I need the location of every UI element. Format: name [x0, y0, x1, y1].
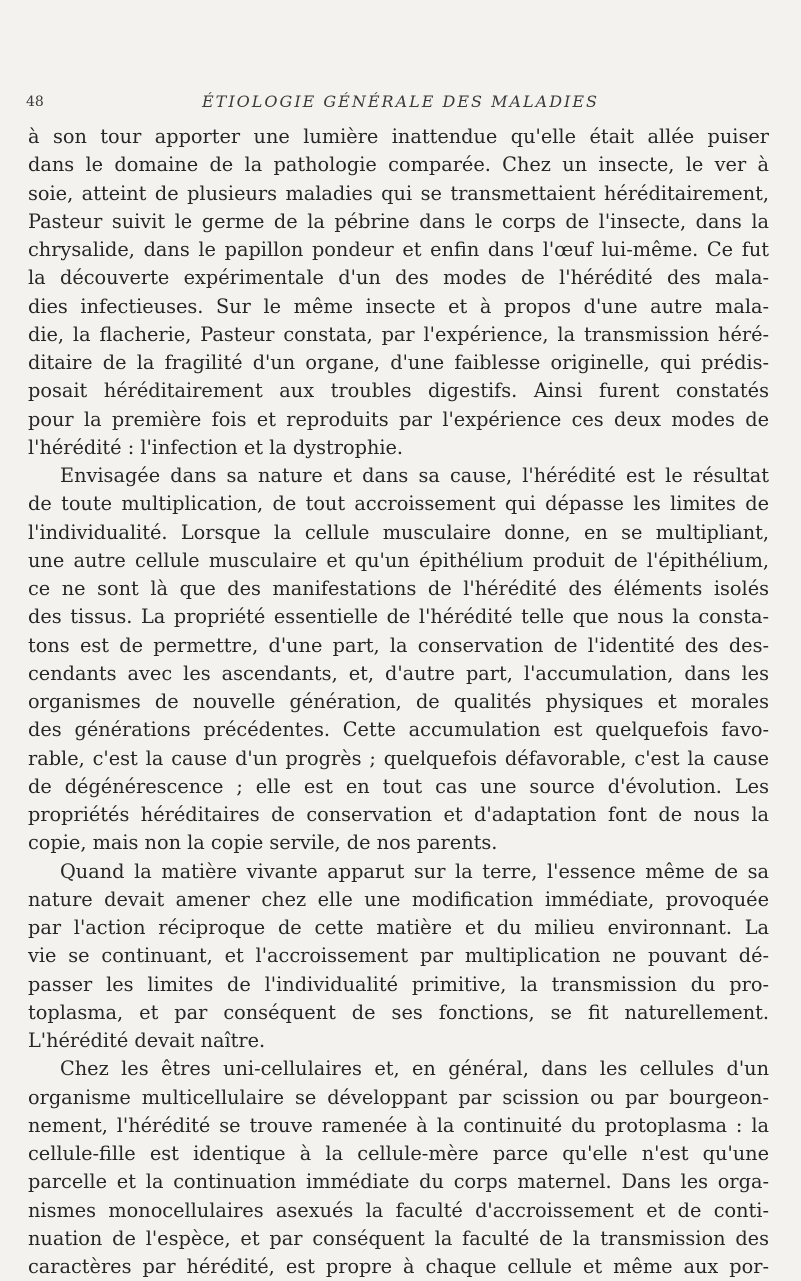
text-line: nement, l'hérédité se trouve ramenée à la continuité du protoplasma : la — [28, 1113, 769, 1137]
text-line: une autre cellule musculaire et qu'un épithélium produit de l'épithélium, — [28, 548, 769, 572]
text-line: organisme multicellulaire se développant par scission ou par bourgeon- — [28, 1085, 769, 1109]
text-line: par l'action réciproque de cette matière et du milieu environnant. La — [28, 916, 769, 939]
text-line: de dégénérescence ; elle est en tout cas une source d'évolution. Les — [28, 774, 769, 798]
page-number: 48 — [26, 94, 44, 110]
text-line: die, la flacherie, Pasteur constata, par l'expérience, la transmission héré- — [28, 322, 769, 346]
text-line: cendants avec les ascendants, et, d'autre part, l'accumulation, dans les — [28, 661, 769, 685]
text-line: des générations précédentes. Cette accumulation est quelquefois favo- — [28, 718, 769, 742]
text-line: tons est de permettre, d'une part, la conservation de l'identité des des- — [28, 633, 769, 657]
text-line: pour la première fois et reproduits par l'expérience ces deux modes de — [28, 407, 769, 431]
text-line: l'individualité. Lorsque la cellule musculaire donne, en se multipliant, — [28, 520, 769, 544]
text-line: la découverte expérimentale d'un des modes de l'hérédité des mala- — [28, 266, 769, 290]
text-line: soie, atteint de plusieurs maladies qui se transmettaient héréditairement, — [28, 181, 769, 205]
text-line: nismes monocellulaires asexués la faculté d'accroissement et de conti- — [28, 1198, 769, 1222]
text-line: passer les limites de l'individualité primitive, la transmission du pro- — [28, 972, 769, 996]
text-line: vie se continuant, et l'accroissement par multiplication ne pouvant dé- — [28, 944, 769, 968]
text-line: toplasma, et par conséquent de ses fonctions, se fit naturellement. — [28, 1000, 769, 1024]
text-line: organismes de nouvelle génération, de qualités physiques et morales — [28, 690, 769, 713]
text-line: dans le domaine de la pathologie comparée. Chez un insecte, le ver à — [28, 153, 769, 177]
text-line: copie, mais non la copie servile, de nos parents. — [28, 831, 498, 855]
text-line: rable, c'est la cause d'un progrès ; quelquefois défavorable, c'est la cause — [28, 746, 769, 770]
text-line: nature devait amener chez elle une modification immédiate, provoquée — [28, 887, 769, 911]
text-line: à son tour apporter une lumière inattendue qu'elle était allée puiser — [28, 125, 769, 148]
text-line: l'hérédité : l'infection et la dystrophie. — [28, 435, 404, 459]
text-line: parcelle et la continuation immédiate du corps maternel. Dans les orga- — [28, 1170, 769, 1194]
text-line: ce ne sont là que des manifestations de l'hérédité des éléments isolés — [28, 577, 769, 600]
text-line: L'hérédité devait naître. — [28, 1029, 266, 1052]
text-line: posait héréditairement aux troubles digestifs. Ainsi furent constatés — [28, 379, 769, 403]
text-line: nuation de l'espèce, et par conséquent la faculté de la transmission des — [28, 1226, 769, 1250]
text-line: ditaire de la fragilité d'un organe, d'une faiblesse originelle, qui prédis- — [28, 351, 769, 374]
text-line: dies infectieuses. Sur le même insecte et à propos d'une autre mala- — [28, 294, 769, 318]
text-line: Quand la matière vivante apparut sur la terre, l'essence même de sa — [60, 859, 769, 883]
text-line: de toute multiplication, de tout accroissement qui dépasse les limites de — [28, 492, 769, 516]
text-line: Pasteur suivit le germe de la pébrine dans le corps de l'insecte, dans la — [28, 209, 769, 233]
text-line: Chez les êtres uni-cellulaires et, en général, dans les cellules d'un — [60, 1057, 769, 1081]
text-line: cellule-fille est identique à la cellule-mère parce qu'elle n'est qu'une — [28, 1142, 769, 1165]
text-line: chrysalide, dans le papillon pondeur et enfin dans l'œuf lui-même. Ce fut — [28, 238, 769, 261]
text-line: Envisagée dans sa nature et dans sa cause, l'hérédité est le résultat — [60, 464, 769, 487]
running-header: ÉTIOLOGIE GÉNÉRALE DES MALADIES — [202, 92, 599, 111]
text-line: caractères par hérédité, est propre à chaque cellule et même aux por- — [28, 1255, 769, 1278]
text-line: des tissus. La propriété essentielle de l'hérédité telle que nous la consta- — [28, 605, 769, 629]
text-line: propriétés héréditaires de conservation et d'adaptation font de nous la — [28, 803, 769, 826]
